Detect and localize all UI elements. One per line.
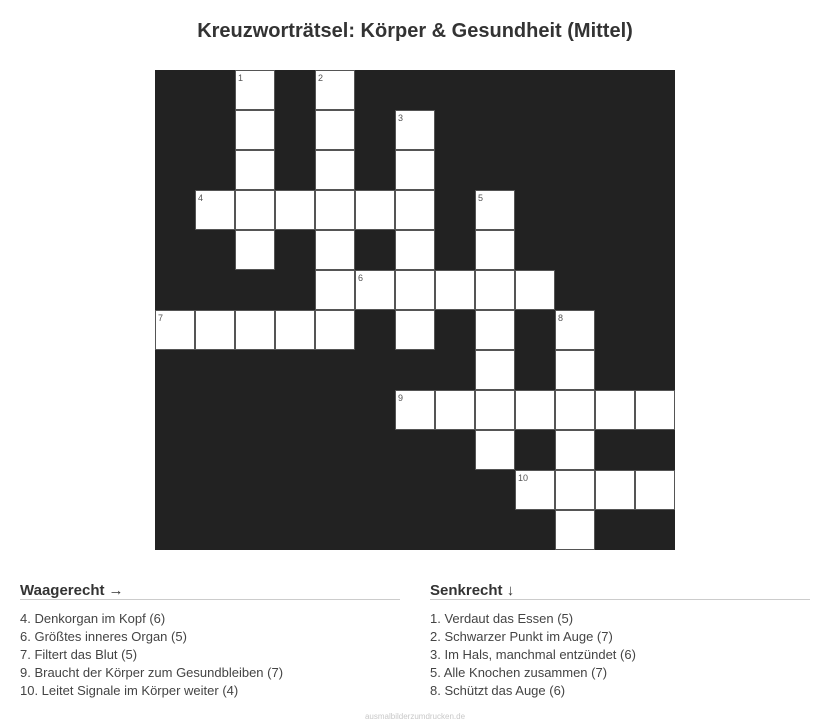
grid-cell[interactable] <box>475 430 515 470</box>
grid-cell[interactable] <box>435 270 475 310</box>
grid-cell[interactable] <box>475 230 515 270</box>
grid-cell[interactable] <box>515 390 555 430</box>
grid-cell[interactable] <box>475 190 515 230</box>
across-heading-label: Waagerecht <box>20 582 105 599</box>
across-heading <box>20 580 400 600</box>
page-title: Kreuzworträtsel: Körper & Gesundheit (Mittel) <box>197 20 633 42</box>
grid-cell[interactable] <box>235 310 275 350</box>
across-clue: 6. Größtes inneres Organ (5) <box>20 629 187 644</box>
grid-cell[interactable] <box>475 310 515 350</box>
grid-cell[interactable] <box>315 310 355 350</box>
clue-number: 3 <box>398 113 404 123</box>
grid-cell[interactable] <box>195 190 235 230</box>
grid-cell[interactable] <box>195 310 235 350</box>
clue-number: 4 <box>198 193 204 203</box>
clue-number: 9 <box>398 393 404 403</box>
down-clue: 8. Schützt das Auge (6) <box>430 683 566 698</box>
grid-cell[interactable] <box>315 190 355 230</box>
grid-cell[interactable] <box>315 110 355 150</box>
grid-cell[interactable] <box>235 70 275 110</box>
grid-cell[interactable] <box>395 390 435 430</box>
footer-watermark: ausmalbilderzumdrucken.de <box>364 712 466 721</box>
down-clues-section <box>430 580 810 700</box>
down-heading <box>430 580 810 600</box>
down-clue: 1. Verdaut das Essen (5) <box>430 611 574 626</box>
clue-number: 6 <box>358 273 364 283</box>
grid-cell[interactable] <box>235 230 275 270</box>
clue-number: 8 <box>558 313 564 323</box>
grid-cell[interactable] <box>395 190 435 230</box>
grid-cell[interactable] <box>515 270 555 310</box>
clue-number: 10 <box>518 473 529 483</box>
grid-cell[interactable] <box>355 190 395 230</box>
right-arrow-icon: → <box>108 582 124 599</box>
grid-cell[interactable] <box>635 470 675 510</box>
grid-cell[interactable] <box>595 390 635 430</box>
down-clue: 2. Schwarzer Punkt im Auge (7) <box>430 629 613 644</box>
crossword-grid <box>155 70 675 550</box>
grid-cell[interactable] <box>515 470 555 510</box>
grid-cell[interactable] <box>395 230 435 270</box>
grid-cell[interactable] <box>475 350 515 390</box>
grid-cell[interactable] <box>595 470 635 510</box>
grid-cell[interactable] <box>635 390 675 430</box>
grid-cell[interactable] <box>555 310 595 350</box>
grid-cell[interactable] <box>235 150 275 190</box>
across-clue-list <box>20 610 400 700</box>
grid-cell[interactable] <box>395 150 435 190</box>
grid-cell[interactable] <box>395 110 435 150</box>
grid-cell[interactable] <box>435 390 475 430</box>
down-arrow-icon: ↓ <box>506 582 515 599</box>
grid-cell[interactable] <box>155 310 195 350</box>
clue-number: 1 <box>238 73 244 83</box>
grid-cell[interactable] <box>275 190 315 230</box>
down-clue-list <box>430 610 810 700</box>
down-clue: 5. Alle Knochen zusammen (7) <box>430 665 608 680</box>
grid-cell[interactable] <box>395 310 435 350</box>
across-clues-section <box>20 580 400 700</box>
down-clue: 3. Im Hals, manchmal entzündet (6) <box>430 647 636 662</box>
grid-cell[interactable] <box>555 350 595 390</box>
grid-cell[interactable] <box>475 390 515 430</box>
grid-cell[interactable] <box>315 230 355 270</box>
grid-cell[interactable] <box>275 310 315 350</box>
grid-cell[interactable] <box>235 190 275 230</box>
grid-cell[interactable] <box>315 150 355 190</box>
grid-cell[interactable] <box>395 270 435 310</box>
grid-cell[interactable] <box>555 470 595 510</box>
grid-cell[interactable] <box>555 390 595 430</box>
grid-cell[interactable] <box>355 270 395 310</box>
down-heading-label: Senkrecht <box>430 582 503 599</box>
across-clue: 7. Filtert das Blut (5) <box>20 647 138 662</box>
grid-cell[interactable] <box>475 270 515 310</box>
clue-number: 2 <box>318 73 324 83</box>
grid-cell[interactable] <box>315 270 355 310</box>
clue-number: 5 <box>478 193 484 203</box>
across-clue: 9. Braucht der Körper zum Gesundbleiben (7) <box>20 665 284 680</box>
grid-cell[interactable] <box>235 110 275 150</box>
grid-cell[interactable] <box>555 430 595 470</box>
across-clue: 10. Leitet Signale im Körper weiter (4) <box>20 683 239 698</box>
grid-cell[interactable] <box>315 70 355 110</box>
grid-cell[interactable] <box>555 510 595 550</box>
across-clue: 4. Denkorgan im Kopf (6) <box>20 611 166 626</box>
clue-number: 7 <box>158 313 164 323</box>
